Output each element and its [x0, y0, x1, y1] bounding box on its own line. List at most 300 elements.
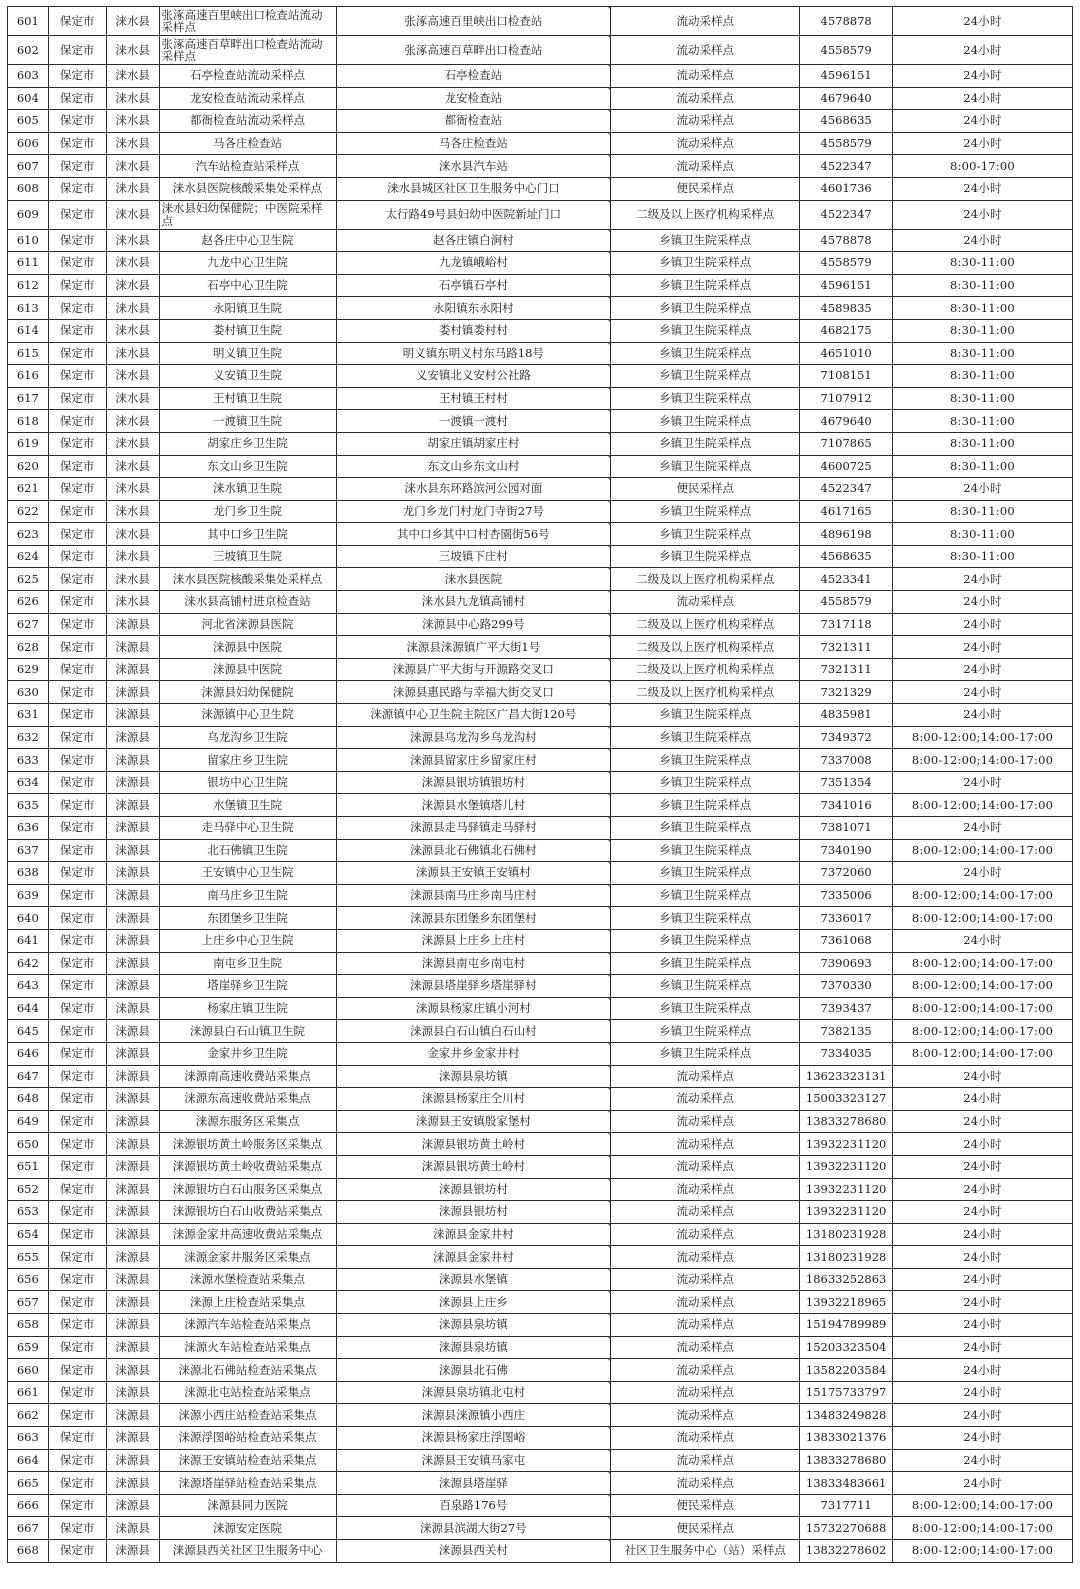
address-cell: 太行路49号县妇幼中医院新址门口 — [336, 200, 611, 229]
hours-cell: 24小时 — [892, 177, 1072, 200]
site-type-cell: 流动采样点 — [611, 110, 800, 133]
hours-cell: 8:30-11:00 — [892, 410, 1072, 433]
row-number-cell: 649 — [8, 1110, 49, 1133]
table-row — [8, 87, 1073, 110]
site-type-cell: 乡镇卫生院采样点 — [611, 794, 800, 817]
phone-cell: 7108151 — [800, 365, 893, 388]
phone-cell: 7361068 — [800, 929, 893, 952]
table-row — [8, 681, 1073, 704]
city-cell: 保定市 — [48, 1291, 106, 1314]
address-cell: 涞源县银坊村 — [336, 1178, 611, 1201]
hours-cell: 8:30-11:00 — [892, 252, 1072, 275]
address-cell: 涞源县泉坊镇 — [336, 1336, 611, 1359]
site-name-cell: 都衙检查站流动采样点 — [159, 110, 336, 133]
site-type-cell: 乡镇卫生院采样点 — [611, 907, 800, 930]
table-row — [8, 365, 1073, 388]
city-cell: 保定市 — [48, 568, 106, 591]
table-row — [8, 1517, 1073, 1540]
address-cell: 涞源县银坊黄土岭村 — [336, 1133, 611, 1156]
phone-cell: 13932231120 — [800, 1155, 893, 1178]
city-cell: 保定市 — [48, 1540, 106, 1563]
phone-cell: 4679640 — [800, 410, 893, 433]
address-cell: 涞源县金家井村 — [336, 1223, 611, 1246]
phone-cell: 4596151 — [800, 65, 893, 88]
site-name-cell: 涞源东服务区采集点 — [159, 1110, 336, 1133]
hours-cell: 8:30-11:00 — [892, 365, 1072, 388]
site-name-cell: 王安镇中心卫生院 — [159, 862, 336, 885]
hours-cell: 24小时 — [892, 591, 1072, 614]
site-type-cell: 乡镇卫生院采样点 — [611, 274, 800, 297]
county-cell: 涞水县 — [106, 342, 159, 365]
site-type-cell: 乡镇卫生院采样点 — [611, 726, 800, 749]
phone-cell: 13623323131 — [800, 1065, 893, 1088]
row-number-cell: 659 — [8, 1336, 49, 1359]
city-cell: 保定市 — [48, 297, 106, 320]
row-number-cell: 606 — [8, 132, 49, 155]
table-row — [8, 726, 1073, 749]
city-cell: 保定市 — [48, 545, 106, 568]
city-cell: 保定市 — [48, 319, 106, 342]
city-cell: 保定市 — [48, 862, 106, 885]
site-type-cell: 流动采样点 — [611, 1088, 800, 1111]
table-row — [8, 132, 1073, 155]
city-cell: 保定市 — [48, 749, 106, 772]
county-cell: 涞水县 — [106, 591, 159, 614]
address-cell: 涞源县金家井村 — [336, 1246, 611, 1269]
site-name-cell: 张涿高速百里峡出口检查站流动采样点 — [159, 7, 336, 36]
site-type-cell: 流动采样点 — [611, 1065, 800, 1088]
phone-cell: 4651010 — [800, 342, 893, 365]
site-name-cell: 南马庄乡卫生院 — [159, 884, 336, 907]
county-cell: 涞源县 — [106, 952, 159, 975]
site-name-cell: 河北省涞源县医院 — [159, 613, 336, 636]
row-number-cell: 635 — [8, 794, 49, 817]
row-number-cell: 625 — [8, 568, 49, 591]
county-cell: 涞水县 — [106, 229, 159, 252]
row-number-cell: 643 — [8, 975, 49, 998]
row-number-cell: 630 — [8, 681, 49, 704]
hours-cell: 24小时 — [892, 771, 1072, 794]
site-type-cell: 乡镇卫生院采样点 — [611, 500, 800, 523]
row-number-cell: 664 — [8, 1449, 49, 1472]
address-cell: 涞源县杨家庄仝川村 — [336, 1088, 611, 1111]
site-type-cell: 乡镇卫生院采样点 — [611, 387, 800, 410]
phone-cell: 7390693 — [800, 952, 893, 975]
row-number-cell: 616 — [8, 365, 49, 388]
address-cell: 涞水县汽车站 — [336, 155, 611, 178]
site-type-cell: 乡镇卫生院采样点 — [611, 455, 800, 478]
row-number-cell: 648 — [8, 1088, 49, 1111]
site-type-cell: 便民采样点 — [611, 1517, 800, 1540]
site-name-cell: 上庄乡中心卫生院 — [159, 929, 336, 952]
phone-cell: 13932231120 — [800, 1201, 893, 1224]
site-type-cell: 乡镇卫生院采样点 — [611, 929, 800, 952]
site-type-cell: 便民采样点 — [611, 478, 800, 501]
county-cell: 涞源县 — [106, 794, 159, 817]
phone-cell: 13932218965 — [800, 1291, 893, 1314]
hours-cell: 24小时 — [892, 1201, 1072, 1224]
site-name-cell: 涞源县中医院 — [159, 636, 336, 659]
site-type-cell: 乡镇卫生院采样点 — [611, 523, 800, 546]
hours-cell: 8:30-11:00 — [892, 274, 1072, 297]
site-type-cell: 流动采样点 — [611, 1472, 800, 1495]
site-name-cell: 赵各庄中心卫生院 — [159, 229, 336, 252]
site-name-cell: 涞水镇卫生院 — [159, 478, 336, 501]
site-name-cell: 南屯乡卫生院 — [159, 952, 336, 975]
address-cell: 涞水县东环路滨河公园对面 — [336, 478, 611, 501]
city-cell: 保定市 — [48, 1201, 106, 1224]
site-name-cell: 涞源汽车站检查站采集点 — [159, 1314, 336, 1337]
table-row — [8, 478, 1073, 501]
row-number-cell: 604 — [8, 87, 49, 110]
city-cell: 保定市 — [48, 704, 106, 727]
table-row — [8, 200, 1073, 229]
site-type-cell: 流动采样点 — [611, 7, 800, 36]
address-cell: 涞源县银坊村 — [336, 1201, 611, 1224]
county-cell: 涞源县 — [106, 1404, 159, 1427]
hours-cell: 8:00-12:00;14:00-17:00 — [892, 1020, 1072, 1043]
hours-cell: 8:00-12:00;14:00-17:00 — [892, 884, 1072, 907]
county-cell: 涞源县 — [106, 636, 159, 659]
table-row — [8, 591, 1073, 614]
county-cell: 涞源县 — [106, 749, 159, 772]
address-cell: 涞源县西关村 — [336, 1540, 611, 1563]
site-type-cell: 流动采样点 — [611, 591, 800, 614]
site-name-cell: 金家井乡卫生院 — [159, 1042, 336, 1065]
phone-cell: 7321311 — [800, 658, 893, 681]
address-cell: 涞源县白石山镇白石山村 — [336, 1020, 611, 1043]
city-cell: 保定市 — [48, 1223, 106, 1246]
row-number-cell: 644 — [8, 997, 49, 1020]
phone-cell: 4835981 — [800, 704, 893, 727]
table-row — [8, 177, 1073, 200]
city-cell: 保定市 — [48, 1517, 106, 1540]
table-row — [8, 342, 1073, 365]
county-cell: 涞源县 — [106, 1133, 159, 1156]
county-cell: 涞源县 — [106, 1427, 159, 1450]
row-number-cell: 637 — [8, 839, 49, 862]
row-number-cell: 618 — [8, 410, 49, 433]
hours-cell: 24小时 — [892, 36, 1072, 65]
hours-cell: 24小时 — [892, 862, 1072, 885]
row-number-cell: 641 — [8, 929, 49, 952]
address-cell: 九龙镇峨峪村 — [336, 252, 611, 275]
city-cell: 保定市 — [48, 907, 106, 930]
site-name-cell: 涞源县同力医院 — [159, 1494, 336, 1517]
address-cell: 赵各庄镇白涧村 — [336, 229, 611, 252]
site-type-cell: 流动采样点 — [611, 1201, 800, 1224]
address-cell: 涞源县走马驿镇走马驿村 — [336, 817, 611, 840]
row-number-cell: 647 — [8, 1065, 49, 1088]
sampling-sites-table — [7, 6, 1073, 1563]
city-cell: 保定市 — [48, 884, 106, 907]
address-cell: 龙门乡龙门村龙门寺街27号 — [336, 500, 611, 523]
hours-cell: 24小时 — [892, 1268, 1072, 1291]
address-cell: 百泉路176号 — [336, 1494, 611, 1517]
phone-cell: 15003323127 — [800, 1088, 893, 1111]
address-cell: 涞源县银坊镇银坊村 — [336, 771, 611, 794]
site-type-cell: 乡镇卫生院采样点 — [611, 1020, 800, 1043]
table-row — [8, 1359, 1073, 1382]
site-name-cell: 马各庄检查站 — [159, 132, 336, 155]
site-type-cell: 流动采样点 — [611, 1155, 800, 1178]
county-cell: 涞源县 — [106, 884, 159, 907]
address-cell: 明义镇东明义村东马路18号 — [336, 342, 611, 365]
table-row — [8, 36, 1073, 65]
site-name-cell: 乌龙沟乡卫生院 — [159, 726, 336, 749]
county-cell: 涞源县 — [106, 771, 159, 794]
site-name-cell: 三坡镇卫生院 — [159, 545, 336, 568]
table-row — [8, 1065, 1073, 1088]
phone-cell: 13832278602 — [800, 1540, 893, 1563]
phone-cell: 4896198 — [800, 523, 893, 546]
site-type-cell: 乡镇卫生院采样点 — [611, 704, 800, 727]
row-number-cell: 656 — [8, 1268, 49, 1291]
phone-cell: 13180231928 — [800, 1246, 893, 1269]
site-name-cell: 永阳镇卫生院 — [159, 297, 336, 320]
phone-cell: 7351354 — [800, 771, 893, 794]
city-cell: 保定市 — [48, 65, 106, 88]
city-cell: 保定市 — [48, 132, 106, 155]
hours-cell: 8:00-12:00;14:00-17:00 — [892, 1494, 1072, 1517]
county-cell: 涞水县 — [106, 274, 159, 297]
site-name-cell: 涞水县医院核酸采集处采样点 — [159, 177, 336, 200]
county-cell: 涞源县 — [106, 704, 159, 727]
row-number-cell: 608 — [8, 177, 49, 200]
table-row — [8, 500, 1073, 523]
row-number-cell: 614 — [8, 319, 49, 342]
site-type-cell: 流动采样点 — [611, 1359, 800, 1382]
site-type-cell: 流动采样点 — [611, 1268, 800, 1291]
county-cell: 涞水县 — [106, 110, 159, 133]
address-cell: 涞源县王安镇殷家堡村 — [336, 1110, 611, 1133]
row-number-cell: 627 — [8, 613, 49, 636]
row-number-cell: 612 — [8, 274, 49, 297]
address-cell: 永阳镇东永阳村 — [336, 297, 611, 320]
hours-cell: 8:00-12:00;14:00-17:00 — [892, 839, 1072, 862]
address-cell: 石亭检查站 — [336, 65, 611, 88]
site-name-cell: 石亭检查站流动采样点 — [159, 65, 336, 88]
city-cell: 保定市 — [48, 7, 106, 36]
hours-cell: 24小时 — [892, 1336, 1072, 1359]
site-name-cell: 涞源王安镇站检查站采集点 — [159, 1449, 336, 1472]
site-name-cell: 龙门乡卫生院 — [159, 500, 336, 523]
city-cell: 保定市 — [48, 1178, 106, 1201]
address-cell: 金家井乡金家井村 — [336, 1042, 611, 1065]
city-cell: 保定市 — [48, 523, 106, 546]
hours-cell: 24小时 — [892, 817, 1072, 840]
site-type-cell: 流动采样点 — [611, 1133, 800, 1156]
phone-cell: 4679640 — [800, 87, 893, 110]
county-cell: 涞水县 — [106, 432, 159, 455]
hours-cell: 24小时 — [892, 1381, 1072, 1404]
hours-cell: 24小时 — [892, 65, 1072, 88]
phone-cell: 15175733797 — [800, 1381, 893, 1404]
site-name-cell: 涞源上庄检查站采集点 — [159, 1291, 336, 1314]
table-row — [8, 771, 1073, 794]
row-number-cell: 622 — [8, 500, 49, 523]
table-row — [8, 1201, 1073, 1224]
phone-cell: 7337008 — [800, 749, 893, 772]
row-number-cell: 661 — [8, 1381, 49, 1404]
hours-cell: 8:30-11:00 — [892, 297, 1072, 320]
county-cell: 涞源县 — [106, 726, 159, 749]
city-cell: 保定市 — [48, 1268, 106, 1291]
table-row — [8, 1155, 1073, 1178]
hours-cell: 24小时 — [892, 1291, 1072, 1314]
county-cell: 涞水县 — [106, 87, 159, 110]
address-cell: 涞源镇中心卫生院主院区广昌大街120号 — [336, 704, 611, 727]
hours-cell: 8:00-12:00;14:00-17:00 — [892, 975, 1072, 998]
address-cell: 石亭镇石亭村 — [336, 274, 611, 297]
table-row — [8, 1336, 1073, 1359]
city-cell: 保定市 — [48, 1427, 106, 1450]
hours-cell: 8:00-12:00;14:00-17:00 — [892, 952, 1072, 975]
table-row — [8, 1020, 1073, 1043]
row-number-cell: 651 — [8, 1155, 49, 1178]
county-cell: 涞水县 — [106, 365, 159, 388]
hours-cell: 8:30-11:00 — [892, 342, 1072, 365]
city-cell: 保定市 — [48, 87, 106, 110]
hours-cell: 24小时 — [892, 1065, 1072, 1088]
county-cell: 涞源县 — [106, 1517, 159, 1540]
address-cell: 涞源县水堡镇 — [336, 1268, 611, 1291]
site-type-cell: 乡镇卫生院采样点 — [611, 884, 800, 907]
hours-cell: 24小时 — [892, 1314, 1072, 1337]
site-type-cell: 乡镇卫生院采样点 — [611, 410, 800, 433]
county-cell: 涞水县 — [106, 200, 159, 229]
site-name-cell: 涞源南高速收费站采集点 — [159, 1065, 336, 1088]
phone-cell: 7321311 — [800, 636, 893, 659]
row-number-cell: 667 — [8, 1517, 49, 1540]
row-number-cell: 650 — [8, 1133, 49, 1156]
site-type-cell: 二级及以上医疗机构采样点 — [611, 681, 800, 704]
hours-cell: 24小时 — [892, 1088, 1072, 1111]
hours-cell: 24小时 — [892, 636, 1072, 659]
site-type-cell: 流动采样点 — [611, 1110, 800, 1133]
hours-cell: 24小时 — [892, 681, 1072, 704]
address-cell: 涞源县滨湖大街27号 — [336, 1517, 611, 1540]
address-cell: 涞源县水堡镇塔儿村 — [336, 794, 611, 817]
site-name-cell: 涞源北屯站检查站采集点 — [159, 1381, 336, 1404]
city-cell: 保定市 — [48, 432, 106, 455]
site-type-cell: 流动采样点 — [611, 1178, 800, 1201]
hours-cell: 24小时 — [892, 568, 1072, 591]
county-cell: 涞源县 — [106, 1472, 159, 1495]
city-cell: 保定市 — [48, 1381, 106, 1404]
hours-cell: 8:00-12:00;14:00-17:00 — [892, 1517, 1072, 1540]
county-cell: 涞源县 — [106, 1178, 159, 1201]
site-name-cell: 涞源塔崖驿站检查站采集点 — [159, 1472, 336, 1495]
site-name-cell: 涞源金家井高速收费站采集点 — [159, 1223, 336, 1246]
row-number-cell: 665 — [8, 1472, 49, 1495]
phone-cell: 18633252863 — [800, 1268, 893, 1291]
hours-cell: 24小时 — [892, 1427, 1072, 1450]
address-cell: 其中口乡其中口村杏園街56号 — [336, 523, 611, 546]
row-number-cell: 620 — [8, 455, 49, 478]
county-cell: 涞源县 — [106, 1042, 159, 1065]
address-cell: 涞源县北石佛镇北石佛村 — [336, 839, 611, 862]
city-cell: 保定市 — [48, 613, 106, 636]
hours-cell: 24小时 — [892, 704, 1072, 727]
county-cell: 涞源县 — [106, 1268, 159, 1291]
row-number-cell: 639 — [8, 884, 49, 907]
address-cell: 涞源县上庄乡上庄村 — [336, 929, 611, 952]
table-row — [8, 1381, 1073, 1404]
table-row — [8, 749, 1073, 772]
county-cell: 涞水县 — [106, 387, 159, 410]
site-type-cell: 流动采样点 — [611, 1336, 800, 1359]
phone-cell: 4522347 — [800, 200, 893, 229]
phone-cell: 7336017 — [800, 907, 893, 930]
phone-cell: 4523341 — [800, 568, 893, 591]
county-cell: 涞源县 — [106, 658, 159, 681]
table-row — [8, 155, 1073, 178]
site-type-cell: 乡镇卫生院采样点 — [611, 342, 800, 365]
table-row — [8, 1042, 1073, 1065]
hours-cell: 8:00-17:00 — [892, 155, 1072, 178]
phone-cell: 13932231120 — [800, 1133, 893, 1156]
address-cell: 涞源县银坊黄土岭村 — [336, 1155, 611, 1178]
site-type-cell: 乡镇卫生院采样点 — [611, 229, 800, 252]
city-cell: 保定市 — [48, 794, 106, 817]
hours-cell: 24小时 — [892, 110, 1072, 133]
table-row — [8, 839, 1073, 862]
row-number-cell: 658 — [8, 1314, 49, 1337]
table-row — [8, 252, 1073, 275]
site-name-cell: 东团堡乡卫生院 — [159, 907, 336, 930]
county-cell: 涞源县 — [106, 997, 159, 1020]
site-type-cell: 流动采样点 — [611, 1449, 800, 1472]
phone-cell: 4578878 — [800, 7, 893, 36]
row-number-cell: 613 — [8, 297, 49, 320]
table-row — [8, 1133, 1073, 1156]
address-cell: 涞源县杨家庄浮图峪 — [336, 1427, 611, 1450]
hours-cell: 8:00-12:00;14:00-17:00 — [892, 1042, 1072, 1065]
city-cell: 保定市 — [48, 200, 106, 229]
address-cell: 涞源县泉坊镇 — [336, 1314, 611, 1337]
table-row — [8, 65, 1073, 88]
address-cell: 一渡镇一渡村 — [336, 410, 611, 433]
site-name-cell: 涞源县妇幼保健院 — [159, 681, 336, 704]
county-cell: 涞水县 — [106, 36, 159, 65]
site-name-cell: 涞水县妇幼保健院；中医院采样点 — [159, 200, 336, 229]
site-name-cell: 涞源银坊黄土岭服务区采集点 — [159, 1133, 336, 1156]
table-row — [8, 1178, 1073, 1201]
phone-cell: 4558579 — [800, 36, 893, 65]
phone-cell: 13833483661 — [800, 1472, 893, 1495]
address-cell: 义安镇北义安村公社路 — [336, 365, 611, 388]
county-cell: 涞源县 — [106, 839, 159, 862]
table-row — [8, 952, 1073, 975]
site-name-cell: 涞源县白石山镇卫生院 — [159, 1020, 336, 1043]
city-cell: 保定市 — [48, 1110, 106, 1133]
table-row — [8, 432, 1073, 455]
address-cell: 涞源县王安镇王安镇村 — [336, 862, 611, 885]
address-cell: 涞源县南屯乡南屯村 — [336, 952, 611, 975]
city-cell: 保定市 — [48, 658, 106, 681]
hours-cell: 24小时 — [892, 1404, 1072, 1427]
site-name-cell: 涞源北石佛站检查站采集点 — [159, 1359, 336, 1382]
site-name-cell: 明义镇卫生院 — [159, 342, 336, 365]
row-number-cell: 601 — [8, 7, 49, 36]
row-number-cell: 668 — [8, 1540, 49, 1563]
address-cell: 马各庄检查站 — [336, 132, 611, 155]
table-row — [8, 1223, 1073, 1246]
county-cell: 涞源县 — [106, 1359, 159, 1382]
address-cell: 三坡镇下庄村 — [336, 545, 611, 568]
site-type-cell: 乡镇卫生院采样点 — [611, 952, 800, 975]
